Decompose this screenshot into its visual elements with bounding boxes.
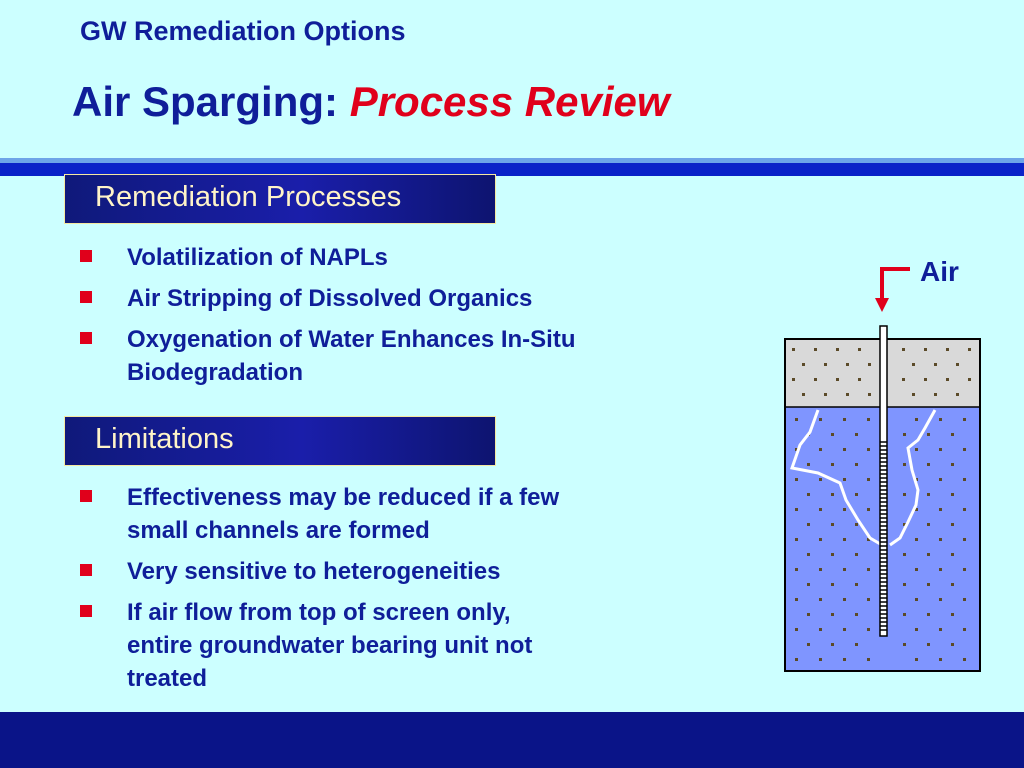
soil-particle xyxy=(939,568,942,571)
soil-particle xyxy=(951,523,954,526)
soil-particle xyxy=(867,628,870,631)
soil-particle xyxy=(903,583,906,586)
soil-particle xyxy=(946,378,949,381)
soil-particle xyxy=(836,348,839,351)
soil-particle xyxy=(927,643,930,646)
slide-footer xyxy=(0,712,1024,768)
soil-particle xyxy=(807,493,810,496)
soil-particle xyxy=(843,658,846,661)
soil-particle xyxy=(831,613,834,616)
bullet-text: Effectiveness may be reduced if a few small channels are formed xyxy=(127,484,560,544)
soil-particle xyxy=(858,348,861,351)
soil-particle xyxy=(819,628,822,631)
bullet-text: Oxygenation of Water Enhances In-Situ Biodegradation xyxy=(127,326,576,386)
soil-particle xyxy=(924,378,927,381)
soil-particle xyxy=(795,418,798,421)
bullet-text: Very sensitive to heterogeneities xyxy=(127,558,501,585)
soil-particle xyxy=(843,478,846,481)
air-flow-arrow xyxy=(882,269,910,300)
soil-particle xyxy=(968,378,971,381)
soil-particle xyxy=(939,628,942,631)
soil-particle xyxy=(915,448,918,451)
soil-particle xyxy=(831,583,834,586)
soil-particle xyxy=(843,568,846,571)
section-heading-remediation: Remediation Processes xyxy=(64,174,496,224)
soil-particle xyxy=(867,418,870,421)
soil-particle xyxy=(927,583,930,586)
air-label: Air xyxy=(920,256,959,287)
soil-particle xyxy=(792,348,795,351)
soil-particle xyxy=(795,568,798,571)
soil-particle xyxy=(915,538,918,541)
soil-particle xyxy=(836,378,839,381)
soil-particle xyxy=(807,613,810,616)
soil-particle xyxy=(795,628,798,631)
soil-particle xyxy=(843,448,846,451)
soil-particle xyxy=(934,393,937,396)
soil-particle xyxy=(843,418,846,421)
air-arrow-head-icon xyxy=(875,298,889,312)
soil-particle xyxy=(951,613,954,616)
soil-particle xyxy=(858,378,861,381)
soil-particle xyxy=(963,478,966,481)
soil-particle xyxy=(963,568,966,571)
soil-particle xyxy=(843,508,846,511)
soil-particle xyxy=(963,538,966,541)
soil-particle xyxy=(792,378,795,381)
soil-particle xyxy=(915,418,918,421)
soil-particle xyxy=(867,508,870,511)
soil-particle xyxy=(951,433,954,436)
soil-particle xyxy=(868,393,871,396)
soil-particle xyxy=(927,463,930,466)
soil-particle xyxy=(915,568,918,571)
soil-particle xyxy=(867,448,870,451)
soil-particle xyxy=(951,643,954,646)
soil-particle xyxy=(915,658,918,661)
section-heading-limitations: Limitations xyxy=(64,416,496,466)
soil-particle xyxy=(951,493,954,496)
soil-particle xyxy=(912,393,915,396)
soil-particle xyxy=(867,598,870,601)
soil-particle xyxy=(927,493,930,496)
soil-particle xyxy=(807,583,810,586)
soil-particle xyxy=(903,613,906,616)
soil-particle xyxy=(963,658,966,661)
soil-particle xyxy=(843,628,846,631)
soil-particle xyxy=(927,613,930,616)
soil-particle xyxy=(927,523,930,526)
soil-particle xyxy=(819,598,822,601)
soil-particle xyxy=(819,508,822,511)
soil-particle xyxy=(831,493,834,496)
soil-particle xyxy=(795,598,798,601)
soil-particle xyxy=(915,598,918,601)
soil-particle xyxy=(814,348,817,351)
soil-particle xyxy=(846,393,849,396)
soil-particle xyxy=(903,553,906,556)
bullet-text: Volatilization of NAPLs xyxy=(127,244,388,271)
soil-particle xyxy=(927,433,930,436)
soil-particle xyxy=(855,523,858,526)
soil-particle xyxy=(951,553,954,556)
soil-particle xyxy=(855,583,858,586)
soil-particle xyxy=(807,523,810,526)
soil-particle xyxy=(912,363,915,366)
soil-particle xyxy=(795,478,798,481)
soil-particle xyxy=(903,643,906,646)
soil-particle xyxy=(968,348,971,351)
soil-particle xyxy=(846,363,849,366)
soil-particle xyxy=(939,538,942,541)
soil-particle xyxy=(831,553,834,556)
soil-particle xyxy=(795,508,798,511)
soil-particle xyxy=(819,568,822,571)
soil-particle xyxy=(843,598,846,601)
soil-particle xyxy=(855,433,858,436)
bullet-text: If air flow from top of screen only, entire groundwater bearing unit not treated xyxy=(127,599,533,692)
soil-particle xyxy=(802,393,805,396)
soil-particle xyxy=(939,478,942,481)
soil-particle xyxy=(831,523,834,526)
soil-particle xyxy=(819,448,822,451)
soil-particle xyxy=(956,393,959,396)
soil-particle xyxy=(903,463,906,466)
soil-particle xyxy=(855,613,858,616)
soil-particle xyxy=(819,478,822,481)
bullet-text: Air Stripping of Dissolved Organics xyxy=(127,285,533,312)
soil-particle xyxy=(831,643,834,646)
soil-particle xyxy=(902,348,905,351)
soil-particle xyxy=(956,363,959,366)
soil-particle xyxy=(867,658,870,661)
soil-particle xyxy=(939,418,942,421)
soil-particle xyxy=(819,418,822,421)
soil-particle xyxy=(963,598,966,601)
soil-particle xyxy=(807,643,810,646)
soil-particle xyxy=(963,448,966,451)
soil-particle xyxy=(855,493,858,496)
soil-particle xyxy=(951,583,954,586)
soil-particle xyxy=(795,538,798,541)
soil-particle xyxy=(946,348,949,351)
soil-particle xyxy=(814,378,817,381)
soil-particle xyxy=(831,463,834,466)
soil-particle xyxy=(867,568,870,571)
soil-particle xyxy=(963,508,966,511)
soil-particle xyxy=(951,463,954,466)
soil-particle xyxy=(939,448,942,451)
soil-particle xyxy=(855,553,858,556)
soil-particle xyxy=(795,658,798,661)
soil-particle xyxy=(867,478,870,481)
soil-particle xyxy=(802,363,805,366)
soil-particle xyxy=(831,433,834,436)
soil-particle xyxy=(807,463,810,466)
soil-particle xyxy=(924,348,927,351)
soil-particle xyxy=(868,363,871,366)
soil-particle xyxy=(807,553,810,556)
soil-particle xyxy=(963,418,966,421)
title-accent: Process Review xyxy=(349,78,670,125)
slide-subtitle: GW Remediation Options xyxy=(80,16,406,46)
soil-particle xyxy=(843,538,846,541)
soil-particle xyxy=(824,363,827,366)
soil-particle xyxy=(903,433,906,436)
soil-particle xyxy=(824,393,827,396)
soil-particle xyxy=(939,508,942,511)
soil-particle xyxy=(903,493,906,496)
soil-particle xyxy=(939,598,942,601)
soil-particle xyxy=(819,658,822,661)
soil-particle xyxy=(939,658,942,661)
soil-particle xyxy=(855,643,858,646)
soil-particle xyxy=(819,538,822,541)
soil-particle xyxy=(855,463,858,466)
title-main: Air Sparging: xyxy=(72,78,350,125)
soil-particle xyxy=(927,553,930,556)
soil-particle xyxy=(915,628,918,631)
soil-particle xyxy=(902,378,905,381)
soil-particle xyxy=(963,628,966,631)
soil-particle xyxy=(934,363,937,366)
